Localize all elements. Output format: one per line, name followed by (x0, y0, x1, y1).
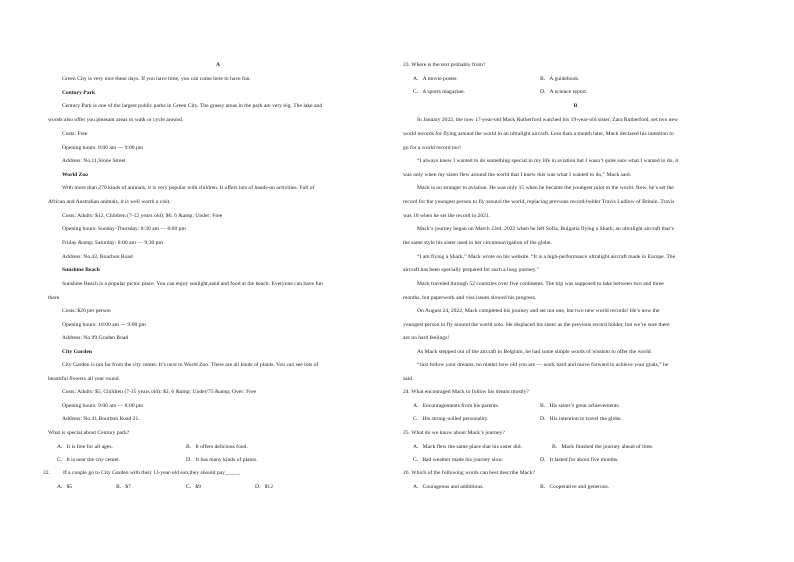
passage-line: said. (403, 376, 414, 382)
question-22-option-b: B．$7 (116, 484, 131, 490)
place-costs: Costs: Adults: $5, Children (7-15 years old): $2, 6 &amp; Under/75 &amp; Over: Free (62, 389, 257, 395)
question-25-option-b: B．Mack finished the journey ahead of time. (552, 444, 654, 450)
place-address: Address: No.42, Bourbon Road (62, 254, 133, 260)
place-costs: Costs: Adults: $12, Children (7-12 years old): $6, 6 &amp; Under: Free (62, 213, 223, 219)
place-name: Century Park (62, 90, 96, 96)
place-desc: African and Australian animals, it is well worth a visit. (48, 199, 171, 205)
place-hours: Friday &amp; Saturday: 8:00 am — 9:30 pm (62, 240, 163, 246)
section-a-title: A (215, 62, 221, 68)
question-24-option-d: D．His intention to travel the globe. (540, 416, 623, 422)
question-21-option-c: C．It is near the city center. (57, 457, 121, 463)
question-26-stem: 26. Which of the following words can best describe Mack? (403, 470, 535, 476)
passage-line: was only when my sister flew around the world that I knew this was what I wanted to do,” Mack said. (403, 172, 632, 178)
question-23-option-d: D．A science report. (540, 89, 588, 95)
place-name: Sunshine Beach (62, 267, 100, 273)
question-25-option-d: D．It lasted for about five months. (540, 457, 619, 463)
place-costs: Costs: Free (62, 131, 88, 137)
passage-line: aircraft has been specially prepared for such a long journey.” (403, 267, 540, 273)
place-hours: Opening hours: Sunday-Thursday: 8:30 am — 8:00 pm (62, 226, 186, 232)
question-26-option-a: A．Courageous and ambitious. (413, 484, 484, 490)
intro-text: Green City is very nice these days. If you have time, you can come here to have fun. (62, 76, 251, 82)
place-desc: beautiful flowers all year round. (48, 376, 120, 382)
place-name: City Garden (62, 349, 92, 355)
passage-line: are no hard feelings! (403, 335, 450, 341)
place-hours: Opening hours: 8:00 am — 9:00 pm (62, 145, 144, 151)
passage-line: record for the youngest person to fly around the world, replacing previous record-holder Travis Ludlow of Britain. Travis (403, 199, 675, 205)
place-desc: Century Park is one of the largest public parks in Green City. The grassy areas in the park are very big. The lake and (62, 103, 323, 109)
question-23-stem: 23. Where is the text probably from? (403, 62, 486, 68)
passage-line: On August 24, 2022, Mack completed his journey and set not one, but two new world records! He’s now the (417, 308, 660, 314)
question-26-option-b: B．Cooperative and generous. (540, 484, 610, 490)
place-desc: Sunshine Beach is a popular picnic place. You can enjoy sunlight,sand and food at the beach. Everyone can have fun (62, 281, 323, 287)
question-24-stem: 24. What encouraged Mack to follow his dream mostly? (403, 389, 529, 395)
question-23-option-c: C．A sports magazine. (413, 89, 466, 95)
section-b-title: B (573, 103, 578, 109)
question-21-option-b: B．It offers delicious food. (186, 444, 248, 450)
question-21-option-d: D．It has many kinds of plants. (186, 457, 258, 463)
question-23-option-b: B．A guidebook. (540, 76, 580, 82)
passage-line: was 18 when he set the record in 2021. (403, 213, 491, 219)
passage-line: youngest person to fly around the world solo. He displaced his sister as the previous record holder, but we’re sure there (403, 322, 670, 328)
question-25-stem: 25. What do we know about Mack’s journey? (403, 430, 505, 436)
question-22-number: 22. (43, 470, 50, 476)
passage-line: months, but paperwork and visa issues slowed his progress. (403, 295, 537, 301)
place-address: Address: No.99,Graden Road (62, 335, 129, 341)
passage-line: Mack traveled through 52 countries over five continents. The trip was supposed to take between two and three (417, 281, 664, 287)
question-22-option-a: A．$5 (57, 484, 73, 490)
passage-line: world records for flying around the world in an ultralight aircraft. Less than a month later, Mack declared his intention to (403, 131, 674, 137)
question-22-option-c: C．$9 (186, 484, 201, 490)
place-desc: woods also offer you pleasant areas to walk or cycle around. (48, 117, 184, 123)
place-desc: there. (48, 295, 61, 301)
question-25-option-a: A．Mack flew the same place that his sister did. (413, 444, 522, 450)
place-address: Address: No.11,Stone Street (62, 158, 126, 164)
place-desc: City Garden is not far from the city center. It’s next to World Zoo. There are all kinds of plants. You can see lots of (62, 362, 319, 368)
place-hours: Opening hours: 9:00 am — 8:00 pm (62, 403, 144, 409)
question-21-stem: What is special about Century park? (48, 430, 130, 436)
question-24-option-c: C．His strong-willed personality. (413, 416, 489, 422)
passage-line: Mack’s journey began on March 23rd, 2022 when he left Sofia, Bulgaria flying a Shark, an ultralight aircraft that’s (417, 226, 674, 232)
passage-line: the same style his sister used in her circumnavigation of the globe. (403, 240, 552, 246)
passage-line: “I am flying a Shark,” Mack wrote on his website. “It is a high-performance ultralight aircraft made in Europe. The (417, 254, 676, 260)
passage-line: “I always knew I wanted to do something special in my life in aviation but I wasn’t quite sure what I wanted to do, it (417, 158, 679, 164)
question-24-option-b: B．His sister’s great achievements. (540, 403, 621, 409)
question-25-option-c: C．Bad weather made his journey slow. (413, 457, 504, 463)
passage-line: go for a world record too! (403, 145, 461, 151)
place-address: Address: No.41,Bourbon Road 21． (62, 416, 144, 422)
passage-line: In January 2022, the now 17-year-old Mack Rutherford watched his 19-year-old sister, Zara Rutherford, set two new (417, 117, 678, 123)
passage-line: Mack is no stranger to aviation. He was only 15 when he became the youngest pilot in the world. Now, he’s set the (417, 185, 674, 191)
place-name: World Zoo (62, 172, 88, 178)
passage-line: As Mack stepped out of the aircraft in Belgium, he had some simple words of wisdom to offer the world. (417, 349, 652, 355)
place-hours: Opening hours: 10:00 am — 9:00 pm (62, 322, 146, 328)
passage-line: “Just follow your dreams, no matter how old you are — work hard and move forward to achieve your goals,” he (417, 362, 669, 368)
question-22-option-d: D．$12 (255, 484, 274, 490)
question-21-option-a: A．It is free for all ages. (57, 444, 113, 450)
place-desc: With more than 270 kinds of animals, it is very popular with children. It offers lots of hands-on activities. Full of (62, 185, 315, 191)
question-23-option-a: A．A movie poster. (413, 76, 458, 82)
place-costs: Costs: $20 per person (62, 308, 111, 314)
question-22-stem: If a couple go to City Garden with their 13-year-old son,they should pay_____. (63, 470, 241, 476)
question-24-option-a: A．Encouragements from his parents. (413, 403, 500, 409)
